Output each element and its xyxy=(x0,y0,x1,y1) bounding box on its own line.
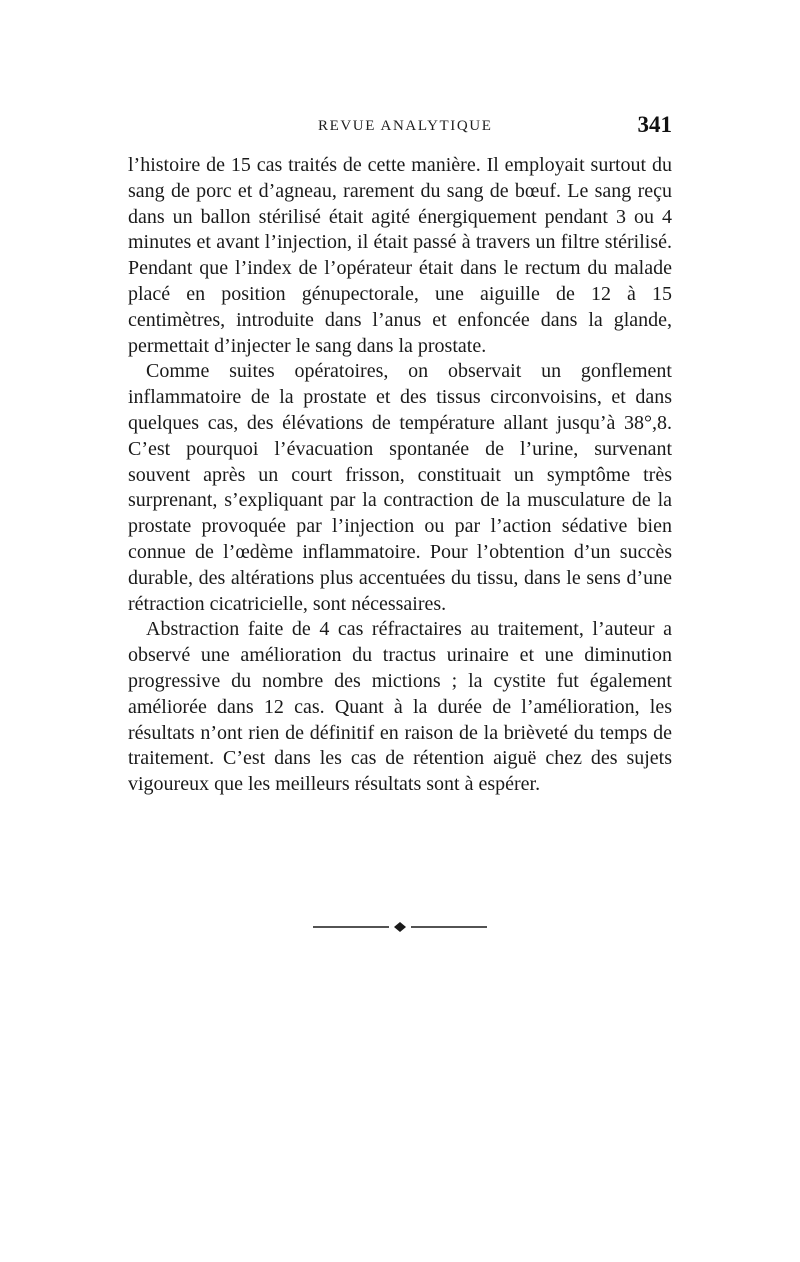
running-title: REVUE ANALYTIQUE xyxy=(318,118,493,134)
paragraph-postoperative-effects: Comme suites opératoires, on observait un gonflement inflammatoire de la prostate et des tissus circonvoisins, et dans quelques cas, des élévations de température allant jusqu’à 38°,8. C’est pourquoi l’évacuation spontanée de l’urine, survenant souvent après un court frisson, constituait un symptôme très surprenant, s’expliquant par la contraction de la musculature de la prostate provoquée par l’injection ou par l’action sédative bien connue de l’œdème inflammatoire. Pour l’obtention d’un succès durable, des altérations plus accentuées du tissu, dans le sens d’une rétraction cicatricielle, sont nécessaires. xyxy=(128,360,672,615)
page-number: 341 xyxy=(637,112,672,137)
ornament-diamond xyxy=(394,922,406,932)
running-head xyxy=(128,112,672,140)
paragraph-continuation: l’histoire de 15 cas traités de cette manière. Il employait surtout du sang de porc et d’agneau, rarement du sang de bœuf. Le sang reçu dans un ballon stérilisé était agité énergiquement pendant 3 ou 4 minutes et avant l’injection, il était passé à travers un filtre stérilisé. Pendant que l’index de l’opérateur était dans le rectum du malade placé en position génupectorale, une aiguille de 12 à 15 centimètres, introduite dans l’anus et enfoncée dans la glande, permettait d’injecter le sang dans la prostate. xyxy=(128,154,672,357)
body-text xyxy=(128,153,672,798)
diamond-rule-ornament-icon xyxy=(313,921,487,933)
paragraph-results: Abstraction faite de 4 cas réfractaires au traitement, l’auteur a observé une amélioration du tractus urinaire et une diminution progressive du nombre des mictions ; la cystite fut également améliorée dans 12 cas. Quant à la durée de l’amélioration, les résultats n’ont rien de définitif en raison de la brièveté du temps de traitement. C’est dans les cas de rétention aiguë chez des sujets vigoureux que les meilleurs résultats sont à espérer. xyxy=(128,618,672,796)
